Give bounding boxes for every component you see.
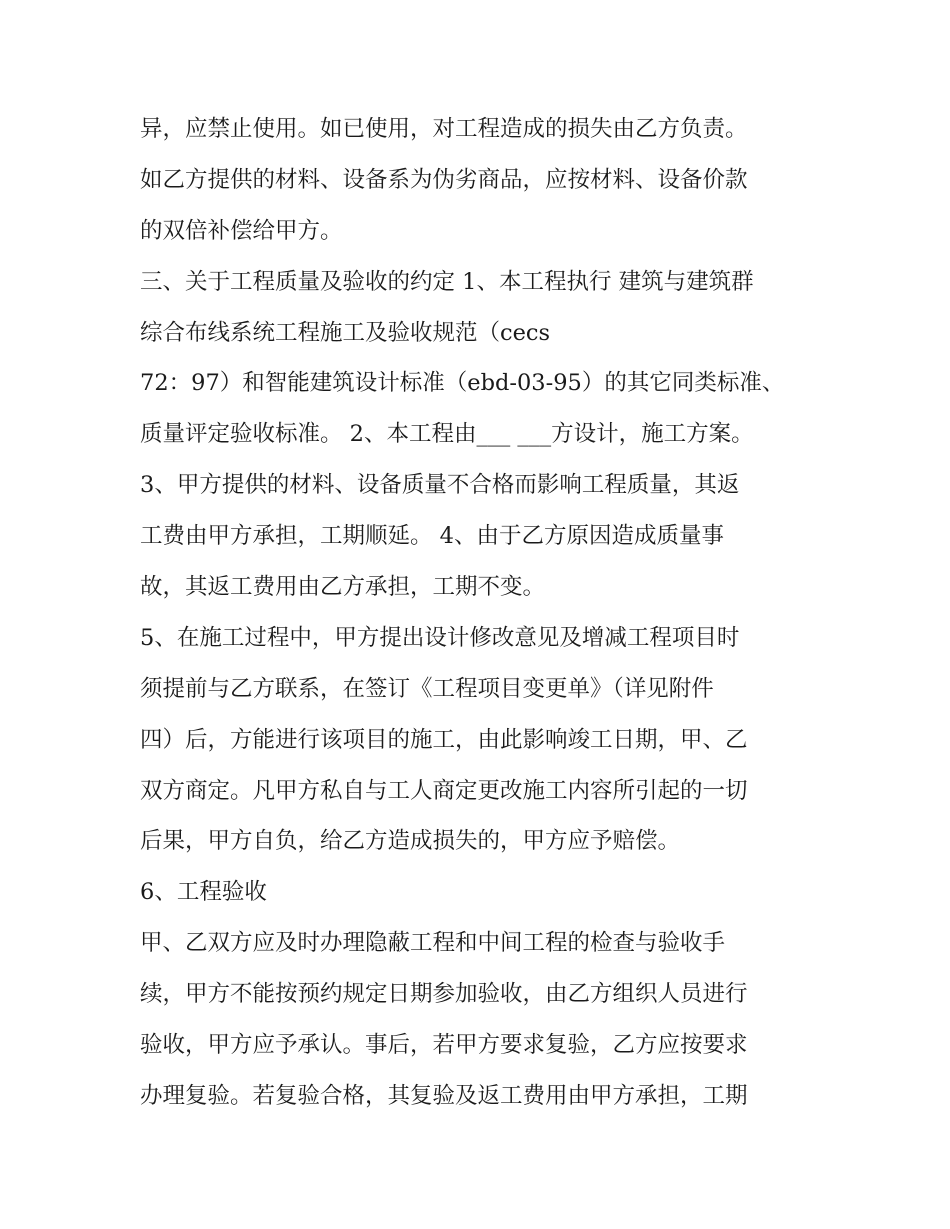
text-line: 四）后，方能进行该项目的施工，由此影响竣工日期，甲、乙: [140, 726, 748, 753]
text-line: 故，其返工费用由乙方承担，工期不变。: [140, 574, 546, 601]
text-line: 异，应禁止使用。如已使用，对工程造成的损失由乙方负责。: [140, 116, 748, 142]
text-line: 办理复验。若复验合格，其复验及返工费用由甲方承担，工期: [140, 1082, 748, 1109]
text-line: 如乙方提供的材料、设备系为伪劣商品，应按材料、设备价款: [140, 166, 748, 193]
text-line: 验收，甲方应予承认。事后，若甲方要求复验，乙方应按要求: [140, 1032, 748, 1059]
document-body: [140, 104, 830, 1122]
text-line: 的双倍补偿给甲方。: [140, 217, 343, 244]
text-line: 5、在施工过程中，甲方提出设计修改意见及增减工程项目时: [140, 624, 740, 651]
text-line: 72：97）和智能建筑设计标准（ebd-03-95）的其它同类标准、: [140, 370, 785, 397]
text-line: 甲、乙双方应及时办理隐蔽工程和中间工程的检查与验收手: [140, 930, 726, 957]
text-line: 质量评定验收标准。 2、本工程由___ ___方设计，施工方案。: [140, 421, 754, 448]
text-line: 三、关于工程质量及验收的约定 1、本工程执行 建筑与建筑群: [140, 268, 754, 295]
text-line: 续，甲方不能按预约规定日期参加验收，由乙方组织人员进行: [140, 981, 748, 1008]
text-line: 综合布线系统工程施工及验收规范（cecs: [140, 319, 551, 346]
text-line: 工费由甲方承担，工期顺延。 4、由于乙方原因造成质量事: [140, 523, 724, 550]
text-line: 6、工程验收: [140, 879, 267, 906]
text-line: 双方商定。凡甲方私自与工人商定更改施工内容所引起的一切: [140, 777, 748, 804]
text-line: 后果，甲方自负，给乙方造成损失的，甲方应予赔偿。: [140, 828, 681, 855]
text-line: 须提前与乙方联系，在签订《工程项目变更单》（详见附件: [140, 675, 714, 702]
text-line: 3、甲方提供的材料、设备质量不合格而影响工程质量，其返: [140, 472, 740, 499]
